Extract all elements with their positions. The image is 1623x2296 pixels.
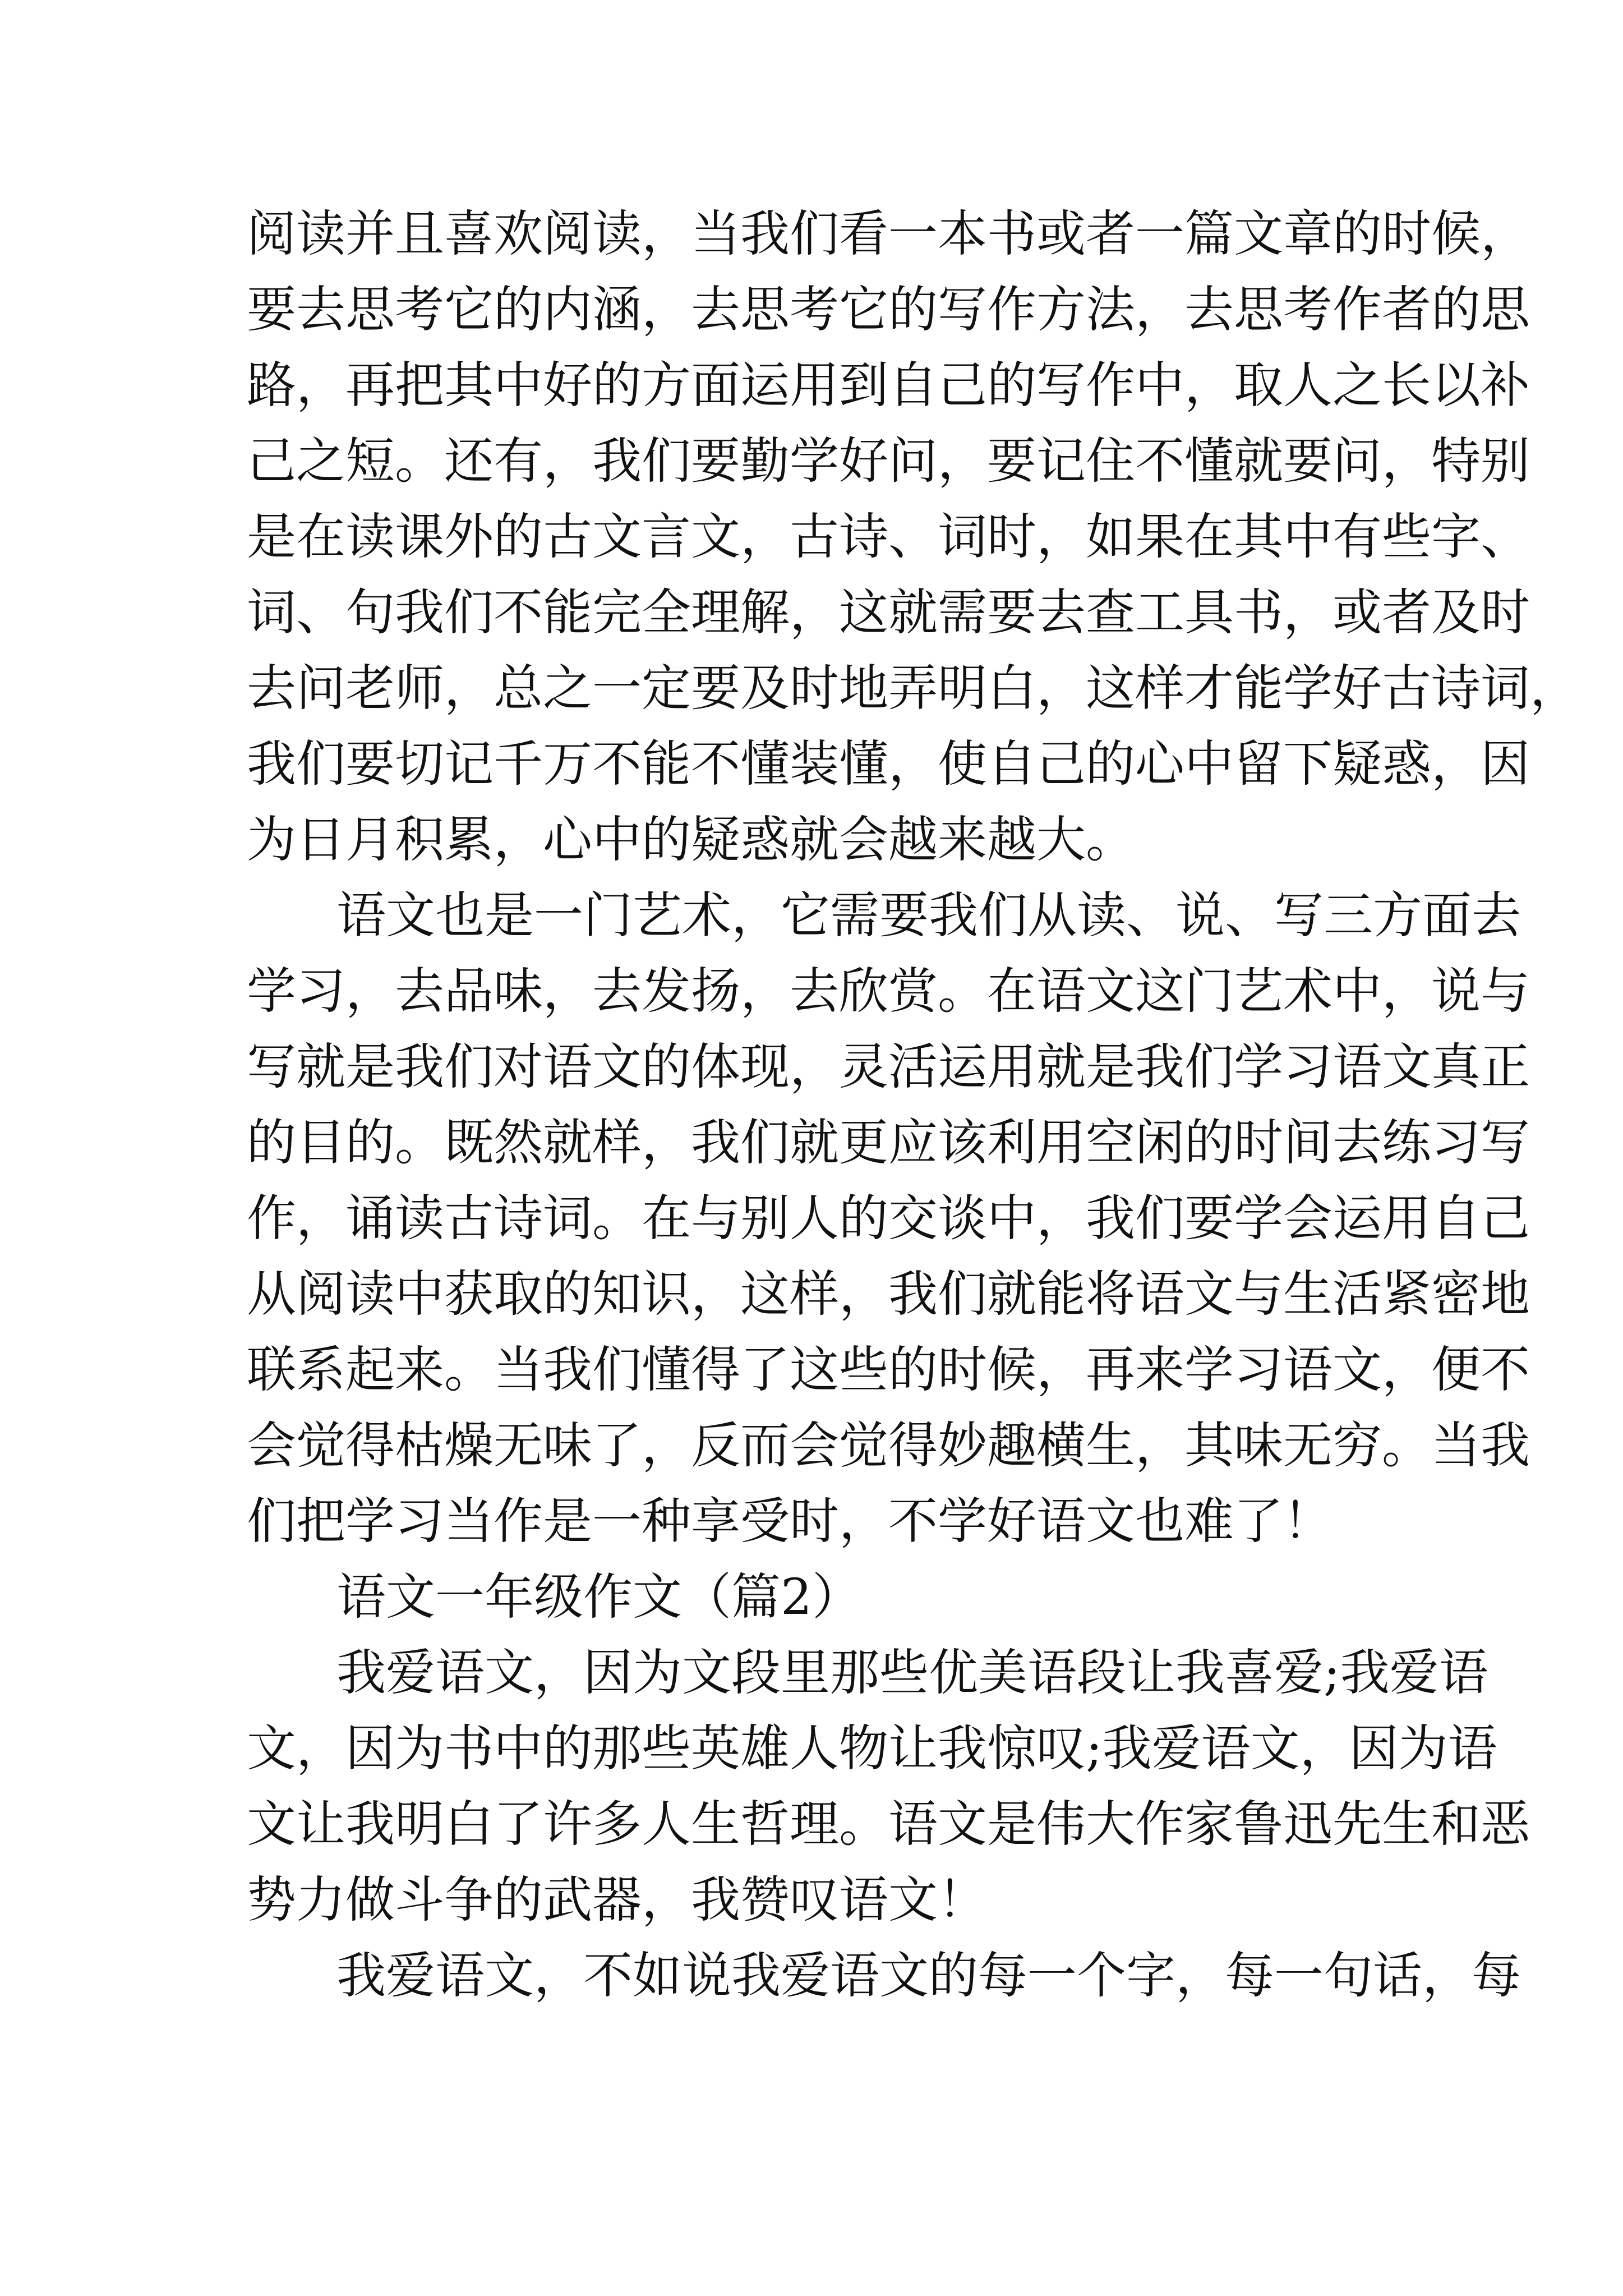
- text-line: 我们要切记千万不能不懂装懂，使自己的心中留下疑惑，因: [247, 735, 1530, 793]
- text-line: 去问老师，总之一定要及时地弄明白，这样才能学好古诗词，: [247, 659, 1580, 717]
- text-line: 文，因为书中的那些英雄人物让我惊叹;我爱语文，因为语: [247, 1719, 1497, 1777]
- text-line: 路，再把其中好的方面运用到自己的写作中，取人之长以补: [247, 356, 1530, 414]
- text-line: 学习，去品味，去发扬，去欣赏。在语文这门艺术中，说与: [247, 962, 1530, 1020]
- text-line: 联系起来。当我们懂得了这些的时候，再来学习语文，便不: [247, 1341, 1530, 1398]
- text-line: 语文也是一门艺术，它需要我们从读、说、写三方面去: [336, 886, 1521, 944]
- text-line: 为日月积累，心中的疑惑就会越来越大。: [247, 811, 1136, 868]
- text-line: 势力做斗争的武器，我赞叹语文！: [247, 1871, 988, 1929]
- text-line: 我爱语文，因为文段里那些优美语段让我喜爱;我爱语: [336, 1644, 1488, 1701]
- text-line: 作，诵读古诗词。在与别人的交谈中，我们要学会运用自己: [247, 1189, 1530, 1247]
- text-line: 会觉得枯燥无味了，反而会觉得妙趣横生，其味无穷。当我: [247, 1416, 1530, 1474]
- text-line: 写就是我们对语文的体现，灵活运用就是我们学习语文真正: [247, 1038, 1530, 1096]
- text-line: 从阅读中获取的知识，这样，我们就能将语文与生活紧密地: [247, 1265, 1530, 1323]
- text-line: 文让我明白了许多人生哲理。语文是伟大作家鲁迅先生和恶: [247, 1795, 1530, 1853]
- text-line: 是在读课外的古文言文，古诗、词时，如果在其中有些字、: [247, 508, 1530, 565]
- text-line: 们把学习当作是一种享受时，不学好语文也难了！: [247, 1492, 1333, 1550]
- text-line: 要去思考它的内涵，去思考它的写作方法，去思考作者的思: [247, 280, 1530, 338]
- text-line: 我爱语文，不如说我爱语文的每一个字，每一句话，每: [336, 1947, 1521, 2004]
- text-line: 的目的。既然就样，我们就更应该利用空闲的时间去练习写: [247, 1114, 1530, 1171]
- text-line: 阅读并且喜欢阅读，当我们看一本书或者一篇文章的时候，: [247, 205, 1530, 263]
- text-line: 己之短。还有，我们要勤学好问，要记住不懂就要问，特别: [247, 432, 1530, 490]
- section-heading: 语文一年级作文（篇2）: [336, 1568, 861, 1626]
- text-line: 词、句我们不能完全理解，这就需要去查工具书，或者及时: [247, 583, 1530, 641]
